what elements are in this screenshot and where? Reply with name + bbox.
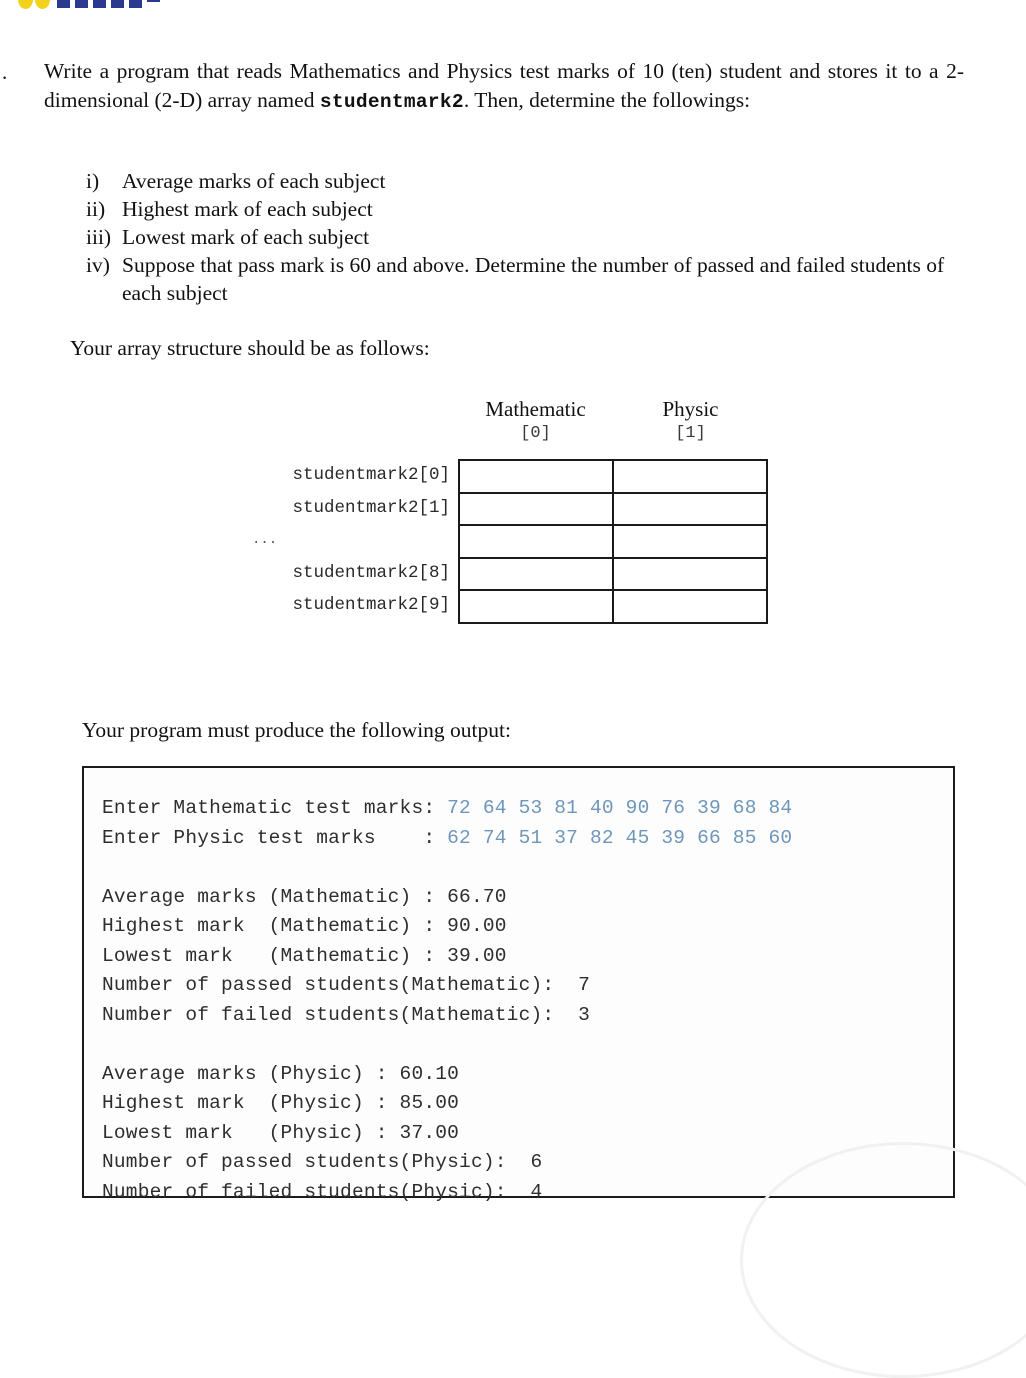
logo-dot-icon <box>18 0 33 9</box>
requirement-item <box>86 223 966 251</box>
header-logo <box>18 0 178 10</box>
array-grid-cell <box>614 559 766 590</box>
console-result-line: Number of failed students(Mathematic): 3 <box>102 1003 590 1026</box>
array-grid-cell <box>614 591 766 622</box>
array-grid-cell <box>460 494 614 525</box>
console-input-marks: 62 74 51 37 82 45 39 66 85 60 <box>447 826 793 849</box>
column-index: [0] <box>520 424 551 443</box>
array-column-header-mathematic <box>458 396 613 446</box>
console-input-marks: 72 64 53 81 40 90 76 39 68 84 <box>447 797 793 819</box>
array-column-headers <box>458 396 768 446</box>
console-input-label: Enter Physic test marks : <box>102 826 448 849</box>
array-name-inline: studentmark2 <box>319 91 464 113</box>
console-result-line: Highest mark (Mathematic) : 90.00 <box>102 915 507 937</box>
requirement-item <box>86 167 966 195</box>
console-result-line: Average marks (Mathematic) : 66.70 <box>102 885 507 908</box>
requirement-marker: i) <box>86 169 100 193</box>
console-result-line: Number of passed students(Mathematic): 7 <box>102 974 590 996</box>
array-grid <box>458 459 768 624</box>
column-name: Physic <box>662 397 719 421</box>
console-result-line: Number of failed students(Physic): 4 <box>102 1180 543 1203</box>
array-row-label: studentmark2[9] <box>292 595 450 616</box>
array-grid-cell <box>614 494 766 525</box>
console-input-line <box>102 794 953 824</box>
array-grid-cell <box>460 559 614 590</box>
array-grid-row <box>460 559 766 592</box>
requirement-item <box>86 195 966 223</box>
requirement-text: Highest mark of each subject <box>122 197 373 221</box>
logo-bar-icon <box>75 0 88 8</box>
requirement-text: Lowest mark of each subject <box>122 225 370 249</box>
logo-bar-icon <box>129 0 142 8</box>
array-grid-cell <box>460 461 614 492</box>
array-grid-row <box>460 461 766 494</box>
array-grid-cell <box>614 526 766 557</box>
requirement-text: Average marks of each subject <box>122 169 386 193</box>
console-result-line: Average marks (Physic) : 60.10 <box>102 1062 460 1085</box>
array-row-label: studentmark2[0] <box>292 465 450 485</box>
console-result-line: Lowest mark (Physic) : 37.00 <box>102 1121 460 1144</box>
requirement-marker: iii) <box>86 225 112 249</box>
console-input-label: Enter Mathematic test marks: <box>102 797 448 819</box>
array-grid-cell <box>460 526 614 557</box>
requirement-marker: ii) <box>86 197 106 221</box>
logo-bar-icon <box>57 0 70 8</box>
question-paragraph <box>44 57 964 117</box>
array-row-label: studentmark2[1] <box>292 497 450 518</box>
array-grid-row <box>460 591 766 622</box>
requirements-list <box>86 167 966 307</box>
console-input-line <box>102 824 953 854</box>
logo-bar-icon <box>93 0 106 8</box>
requirement-marker: iv) <box>86 253 110 277</box>
console-blank-line <box>102 853 953 883</box>
column-index: [1] <box>675 424 706 443</box>
logo-bar-icon <box>147 0 160 2</box>
array-row-label-ellipsis: ... <box>252 532 278 549</box>
logo-bar-icon <box>111 0 124 8</box>
array-row-labels <box>240 459 450 622</box>
question-number: . <box>2 60 8 84</box>
output-lead: Your program must produce the following output: <box>82 718 511 742</box>
console-result-line: Number of passed students(Physic): 6 <box>102 1151 543 1173</box>
array-row-label: studentmark2[8] <box>292 562 450 583</box>
requirement-item <box>86 251 966 307</box>
logo-dot-icon <box>35 0 50 9</box>
question-text-part2: . Then, determine the followings: <box>463 88 751 112</box>
array-column-header-physic <box>613 396 768 446</box>
array-grid-row <box>460 494 766 527</box>
array-grid-cell <box>460 591 614 622</box>
question-text-part1: Write a program that reads Mathematics and Physics test marks of 10 (ten) student and stores it to a 2-dimensional (2-D) array named <box>44 59 964 112</box>
array-structure-lead: Your array structure should be as follows: <box>70 336 430 360</box>
console-output-box <box>82 766 955 1203</box>
requirement-text: Suppose that pass mark is 60 and above. Determine the number of passed and failed students of each subject <box>122 253 945 305</box>
array-grid-row <box>460 526 766 559</box>
column-name: Mathematic <box>485 397 586 421</box>
console-result-line: Lowest mark (Mathematic) : 39.00 <box>102 944 507 967</box>
console-result-line: Highest mark (Physic) : 85.00 <box>102 1092 460 1114</box>
array-grid-cell <box>614 461 766 492</box>
console-blank-line <box>102 1030 953 1060</box>
